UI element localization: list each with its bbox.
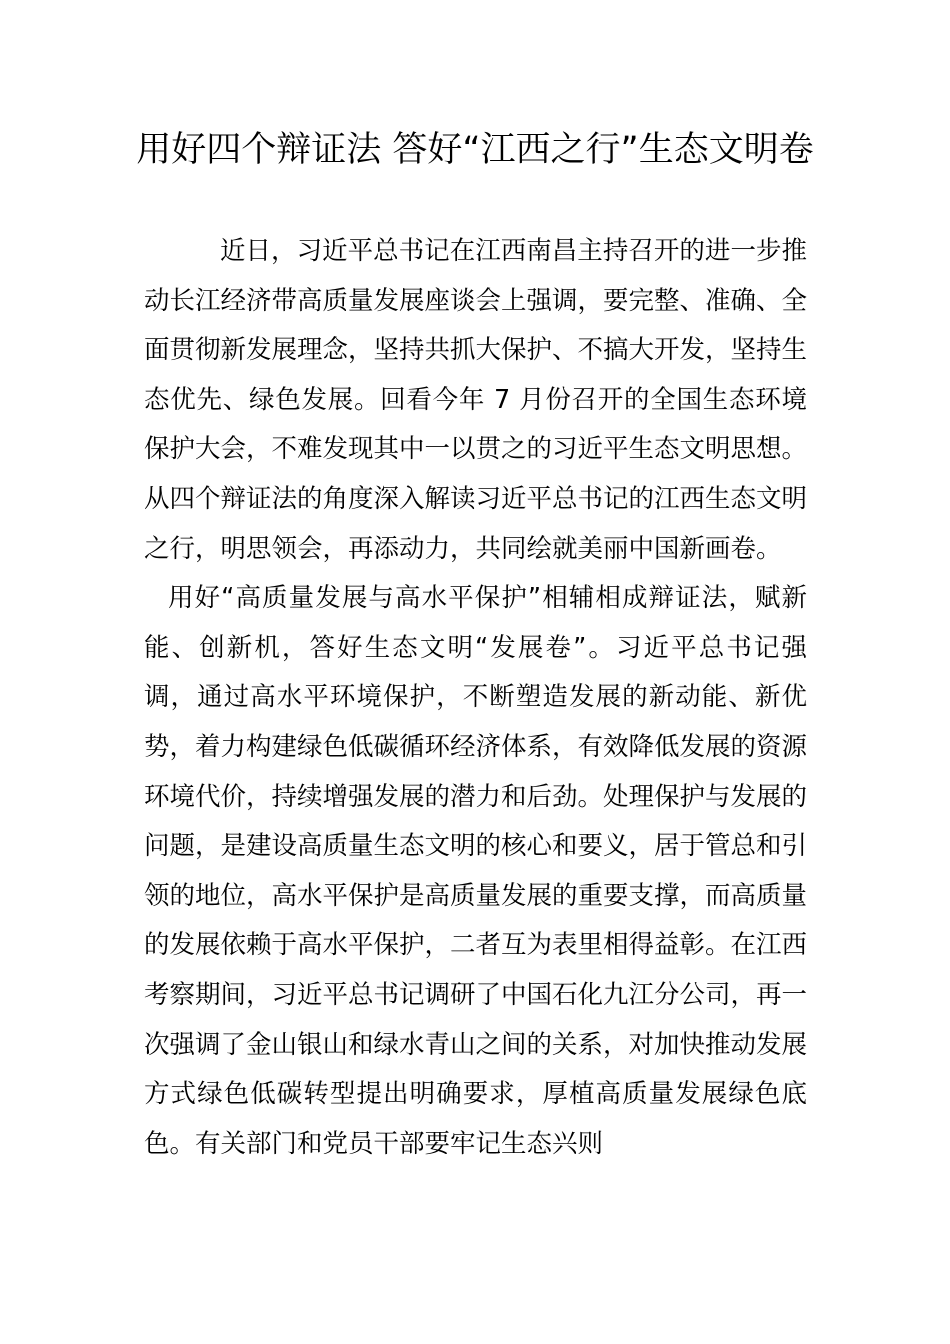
paragraph-intro: 近日，习近平总书记在江西南昌主持召开的进一步推动长江经济带高质量发展座谈会上强调，要完整、准确、全面贯彻新发展理念，坚持共抓大保护、不搞大开发，坚持生态优先、绿色发展。回看今年 7 月份召开的全国生态环境保护大会，不难发现其中一以贯之的习近平生态文明思想。从四个辩证法的角度深入解读习近平总书记的江西生态文明之行，明思领会，再添动力，共同绘就美丽中国新画卷。	[144, 236, 808, 564]
document-title: 用好四个辩证法 答好“江西之行”生态文明卷	[136, 130, 814, 170]
paragraph-development: 用好“高质量发展与高水平保护”相辅相成辩证法，赋新能、创新机，答好生态文明“发展卷”。习近平总书记强调，通过高水平环境保护，不断塑造发展的新动能、新优势，着力构建绿色低碳循环经济体系，有效降低发展的资源环境代价，持续增强发展的潜力和后劲。处理保护与发展的问题，是建设高质量生态文明的核心和要义，居于管总和引领的地位，高水平保护是高质量发展的重要支撑，而高质量的发展依赖于高水平保护，二者互为表里相得益彰。在江西考察期间，习近平总书记调研了中国石化九江分公司，再一次强调了金山银山和绿水青山之间的关系，对加快推动发展方式绿色低碳转型提出明确要求，厚植高质量发展绿色底色。有关部门和党员干部要牢记生态兴则	[144, 583, 808, 1159]
document-body	[144, 227, 807, 1169]
